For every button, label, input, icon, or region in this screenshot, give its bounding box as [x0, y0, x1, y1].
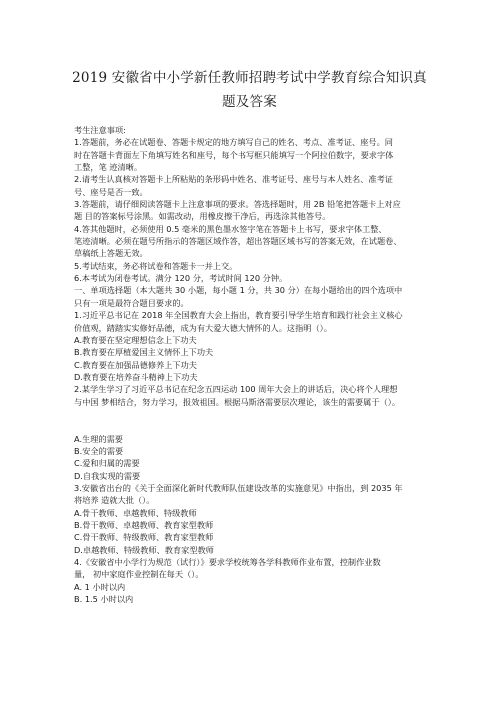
section-intro-line: 只有一项是最符合题目要求的。	[74, 297, 189, 308]
document-body	[74, 124, 426, 605]
question-2	[74, 383, 426, 482]
question-stem: 3.安徽省出台的《关于全面深化新时代教师队伍建设改革的实施意见》中指出，到 2035 年	[74, 482, 403, 493]
notice-list	[74, 136, 426, 284]
notice-line: 号、座号是否一致。	[74, 186, 148, 197]
notice-line: 草稿纸上答题无效。	[74, 248, 148, 259]
section-intro	[74, 284, 426, 309]
notice-line: 1.答题前，务必在试题卷、答题卡规定的地方填写自己的姓名、考点、准考证、座号。同	[74, 137, 393, 148]
notice-line: 6.本考试为闭卷考试。满分 120 分，考试时间 120 分钟。	[74, 273, 288, 284]
blank-spacer	[74, 420, 426, 432]
notice-line: 题 目的答案标号涂黑。如需改动，用橡皮擦干净后，再选涂其他答号。	[74, 211, 331, 222]
option-d: D.卓越教师、特级教师、教育家型教师	[74, 544, 214, 555]
question-stem: 量， 初中家庭作业控制在每天（）。	[74, 569, 204, 580]
option-b: B.教育要在厚植爱国主义情怀上下功夫	[74, 347, 214, 358]
question-1	[74, 309, 426, 383]
option-c: C.骨干教师、特级教师、教育家型教师	[74, 532, 214, 543]
option-a: A.生理的需要	[74, 433, 123, 444]
option-a: A.教育要在坚定理想信念上下功夫	[74, 334, 197, 345]
notice-line: 2.请考生认真核对答题卡上所粘贴的条形码中姓名、准考证号、座号与本人姓名、准考证	[74, 174, 393, 185]
question-stem: 2.某学生学习了习近平总书记在纪念五四运动 100 周年大会上的讲话后，决心将个人理想	[74, 384, 398, 395]
section-intro-line: 一、单项选择题（本大题共 30 小题，每小题 1 分，共 30 分）在每小题给出的四个选项中	[74, 285, 403, 296]
option-b: B.安全的需要	[74, 445, 124, 456]
option-c: C.爱和归属的需要	[74, 458, 140, 469]
title-line-2: 题及答案	[222, 94, 277, 110]
notice-heading: 考生注意事项:	[74, 125, 126, 135]
option-a: A.骨干教师、卓越教师、特级教师	[74, 507, 197, 518]
option-d: D.教育要在培养奋斗精神上下功夫	[74, 371, 198, 382]
option-c: C.教育要在加强品德修养上下功夫	[74, 359, 197, 370]
option-d: D.自我实现的需要	[74, 470, 141, 481]
question-stem: 4.《安徽省中小学行为规范（试行）》要求学校统筹各学科教师作业布置，控制作业数	[74, 557, 381, 568]
notice-line: 4.答其他题时，必须使用 0.5 毫米的黑色墨水签字笔在答题卡上书写，要求字体工整、	[74, 223, 387, 234]
notice-line: 时在答题卡背面左下角填写姓名和座号，每个书写框只能填写一个阿拉伯数字，要求字体	[74, 149, 394, 160]
title-line-1: 2019 安徽省中小学新任教师招聘考试中学教育综合知识真	[72, 70, 427, 86]
notice-line: 工整，笔 迹清晰。	[74, 162, 143, 173]
option-a: A. 1 小时以内	[74, 581, 126, 592]
blank-spacer	[74, 408, 426, 420]
notice-line: 笔迹清晰。必须在题号所指示的答题区域作答，超出答题区域书写的答案无效，在试题卷、	[74, 236, 402, 247]
question-3	[74, 482, 426, 556]
question-stem: 将培养 造就大批（）。	[74, 495, 155, 506]
notice-line: 5.考试结束，务必将试卷和答题卡一并上交。	[74, 260, 238, 271]
notice-line: 3.答题前，请仔细阅读答题卡上注意事项的要求。答选择题时，用 2B 铅笔把答题卡上对应	[74, 199, 401, 210]
question-stem: 价值观，踏踏实实修好品德，成为有大爱大德大情怀的人。这指明（）。	[74, 322, 332, 333]
option-b: B. 1.5 小时以内	[74, 594, 134, 605]
question-4	[74, 556, 426, 605]
question-stem: 1.习近平总书记在 2018 年全国教育大会上指出，教育要引导学生培育和践行社会主义核心	[74, 310, 403, 321]
option-b: B.骨干教师、卓越教师、教育家型教师	[74, 520, 214, 530]
question-stem: 与中国 梦相结合，努力学习，报效祖国。根据马斯洛需要层次理论，该生的需要属于（）。	[74, 396, 401, 407]
document-title	[30, 66, 469, 114]
